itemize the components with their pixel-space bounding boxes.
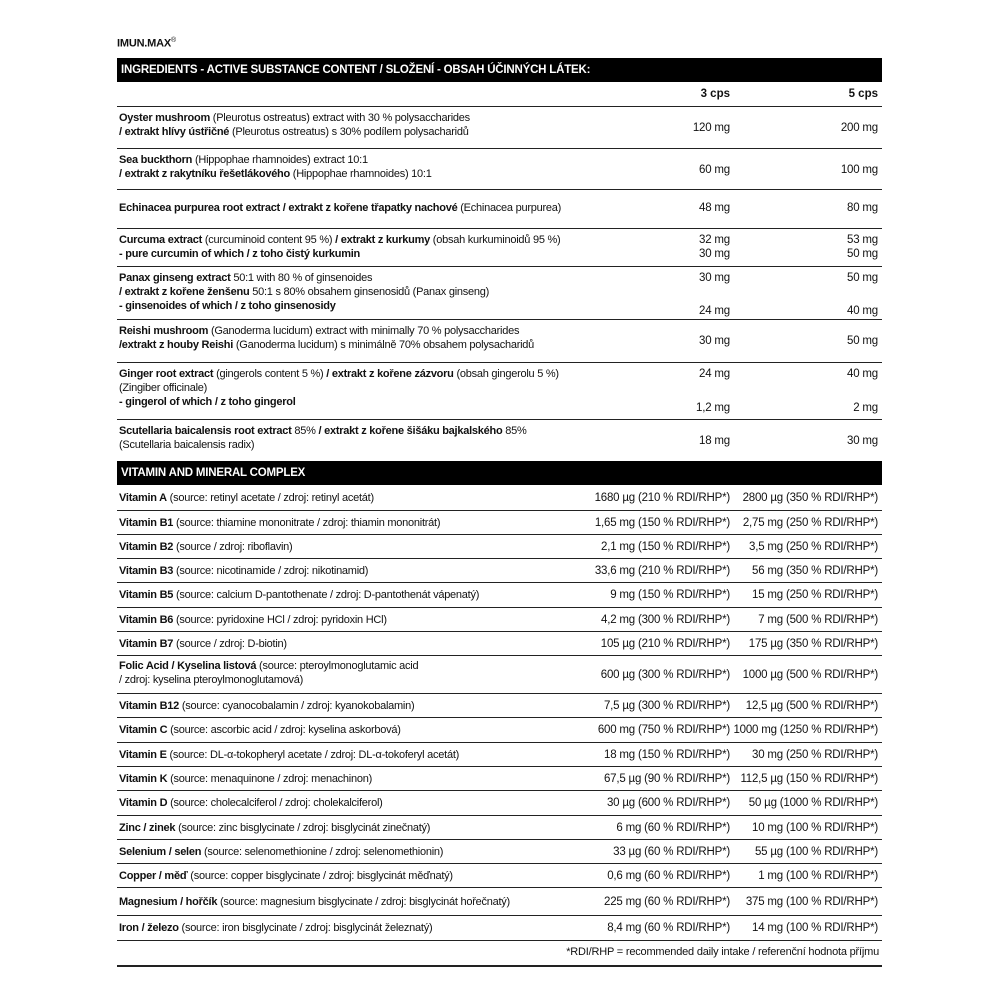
vitamin-name	[119, 864, 589, 887]
vitamin-name	[119, 791, 589, 815]
vitamin-source: (source: nicotinamide / zdroj: nikotinamid)	[173, 564, 369, 577]
vitamin-bold: Vitamin K	[119, 772, 168, 785]
col-5-caps-label: 5 cps	[848, 88, 878, 100]
rdi-footnote: *RDI/RHP = recommended daily intake / referenční hodnota příjmu	[566, 946, 879, 958]
ingredient-bold: Reishi mushroom	[119, 325, 209, 337]
dose-3-caps: 32 mg	[699, 234, 730, 246]
ingredient-note: (gingerols content 5 %)	[213, 368, 327, 380]
vitamin-source: (source: cyanocobalamin / zdroj: kyanokobalamin)	[179, 699, 415, 712]
ingredient-bold: Sea buckthorn	[119, 154, 193, 166]
vitamin-source: (source: pyridoxine HCl / zdroj: pyridoxin HCl)	[173, 613, 387, 626]
ingredient-name	[119, 424, 589, 452]
vitamin-bold: Vitamin B3	[119, 564, 174, 577]
product-name	[117, 37, 176, 50]
dose-5-caps: 50 µg (1000 % RDI/RHP*)	[748, 797, 878, 809]
ingredient-row	[117, 229, 882, 267]
vitamin-source: (source: selenomethionine / zdroj: selenomethionin)	[201, 845, 444, 858]
vitamin-bold: Folic Acid / Kyselina listová	[119, 660, 257, 672]
vitamin-row	[117, 816, 882, 840]
ingredient-note: (curcuminoid content 95 %)	[202, 234, 336, 246]
dose-3-caps: 120 mg	[692, 122, 730, 134]
dose-5-caps: 14 mg (100 % RDI/RHP*)	[752, 922, 878, 934]
vitamin-bold: Iron / železo	[119, 922, 179, 934]
dose-5-caps: 53 mg	[847, 234, 878, 246]
dose-3-caps-sub: 30 mg	[699, 248, 730, 260]
dose-5-caps: 50 mg	[847, 335, 878, 347]
vitamin-row	[117, 718, 882, 743]
vitamin-name	[119, 816, 589, 839]
ingredient-bold: Ginger root extract	[119, 368, 214, 380]
ingredient-bold: / extrakt z kurkumy	[335, 234, 430, 246]
vitamin-header: VITAMIN AND MINERAL COMPLEX	[117, 461, 882, 485]
vitamin-name	[119, 486, 589, 510]
vitamin-bold: Vitamin A	[119, 492, 167, 504]
ingredient-note: (obsah gingerolu 5 %)	[453, 368, 559, 380]
ingredient-row	[117, 363, 882, 420]
vitamin-name	[119, 608, 589, 631]
vitamin-row	[117, 791, 882, 816]
dose-5-caps: 2800 µg (350 % RDI/RHP*)	[742, 492, 878, 504]
vitamin-name	[119, 718, 589, 742]
ingredient-bold: Curcuma extract	[119, 234, 203, 246]
vitamin-source: (source / zdroj: riboflavin)	[173, 540, 293, 553]
vitamin-source: (source: calcium D-pantothenate / zdroj: D-pantothenát vápenatý)	[173, 589, 480, 601]
vitamin-row	[117, 559, 882, 583]
ingredient-note: (Echinacea purpurea)	[457, 202, 562, 214]
ingredient-row	[117, 267, 882, 320]
dose-3-caps: 60 mg	[699, 164, 730, 176]
dose-3-caps: 18 mg (150 % RDI/RHP*)	[604, 748, 730, 761]
vitamin-name	[119, 511, 589, 534]
ingredient-bold: Scutellaria baicalensis root extract	[119, 425, 292, 437]
dose-column-header	[117, 84, 882, 107]
vitamin-source: (source: thiamine mononitrate / zdroj: thiamin mononitrát)	[173, 516, 441, 529]
dose-3-caps: 24 mg	[699, 368, 730, 380]
vitamin-source: (source: cholecalciferol / zdroj: cholekalciferol)	[167, 797, 383, 809]
dose-5-caps: 30 mg	[847, 435, 878, 447]
dose-5-caps: 50 mg	[847, 272, 878, 284]
dose-5-caps-sub: 40 mg	[847, 305, 878, 317]
ingredient-row	[117, 107, 882, 149]
dose-5-caps: 200 mg	[840, 122, 878, 134]
ingredient-note: (Ganoderma lucidum) s minimálně 70% obsahem polysacharidů	[233, 339, 535, 351]
ingredient-row	[117, 190, 882, 229]
vitamin-bold: Vitamin C	[119, 724, 168, 736]
ingredient-note: 85%	[502, 425, 527, 437]
dose-5-caps: 3,5 mg (250 % RDI/RHP*)	[749, 540, 878, 553]
ingredient-bold: Panax ginseng extract	[119, 272, 231, 284]
ingredient-bold: - ginsenoides of which / z toho ginsenosidy	[119, 300, 336, 312]
ingredient-bold: Oyster mushroom	[119, 112, 210, 124]
dose-5-caps-sub: 2 mg	[853, 402, 878, 414]
vitamin-bold: Zinc / zinek	[119, 821, 176, 834]
dose-3-caps: 33,6 mg (210 % RDI/RHP*)	[594, 564, 730, 577]
dose-5-caps: 100 mg	[840, 164, 878, 176]
ingredient-name	[119, 324, 589, 352]
vitamin-source: (source: magnesium bisglycinate / zdroj: bisglycinát hořečnatý)	[217, 895, 510, 908]
dose-3-caps: 9 mg (150 % RDI/RHP*)	[610, 589, 730, 601]
dose-5-caps: 80 mg	[847, 202, 878, 214]
dose-3-caps: 2,1 mg (150 % RDI/RHP*)	[601, 540, 730, 553]
dose-5-caps: 112,5 µg (150 % RDI/RHP*)	[740, 772, 878, 785]
ingredient-note: (Scutellaria baicalensis radix)	[119, 439, 255, 451]
dose-3-caps: 30 mg	[699, 335, 730, 347]
vitamin-source: (source: iron bisglycinate / zdroj: bisglycinát železnatý)	[178, 922, 433, 934]
ingredient-row	[117, 420, 882, 461]
ingredient-name	[119, 201, 589, 215]
ingredient-note: (obsah kurkuminoidů 95 %)	[430, 234, 561, 246]
dose-3-caps: 48 mg	[699, 202, 730, 214]
ingredient-name	[119, 111, 589, 139]
dose-5-caps: 40 mg	[847, 368, 878, 380]
vitamin-source: (source: retinyl acetate / zdroj: retinyl acetát)	[166, 492, 374, 504]
ingredient-note: (Hippophae rhamnoides) extract 10:1	[192, 154, 368, 166]
vitamin-name	[119, 694, 589, 717]
ingredient-bold: / extrakt z kořene ženšenu	[119, 286, 250, 298]
dose-5-caps: 175 µg (350 % RDI/RHP*)	[748, 637, 878, 650]
dose-3-caps: 225 mg (60 % RDI/RHP*)	[604, 895, 730, 908]
vitamin-row	[117, 656, 882, 694]
ingredient-bold: - pure curcumin of which / z toho čistý kurkumin	[119, 248, 361, 260]
dose-3-caps: 30 mg	[699, 272, 730, 284]
vitamin-bold: Vitamin D	[119, 797, 168, 809]
vitamin-row	[117, 743, 882, 767]
vitamin-name	[119, 888, 589, 915]
ingredients-header: INGREDIENTS - ACTIVE SUBSTANCE CONTENT / SLOŽENÍ - OBSAH ÚČINNÝCH LÁTEK:	[117, 58, 882, 82]
vitamin-row	[117, 888, 882, 916]
dose-5-caps: 2,75 mg (250 % RDI/RHP*)	[742, 516, 878, 529]
vitamin-name	[119, 632, 589, 655]
dose-3-caps: 1680 µg (210 % RDI/RHP*)	[594, 492, 730, 504]
ingredient-note: 50:1 with 80 % of ginsenoides	[230, 272, 373, 284]
dose-3-caps: 7,5 µg (300 % RDI/RHP*)	[603, 699, 730, 712]
vitamin-name	[119, 767, 589, 790]
vitamin-row	[117, 511, 882, 535]
dose-3-caps: 600 mg (750 % RDI/RHP*)	[597, 724, 730, 736]
vitamin-row	[117, 583, 882, 608]
dose-3-caps-sub: 1,2 mg	[696, 402, 730, 414]
ingredient-bold: /extrakt z houby Reishi	[119, 339, 234, 351]
vitamin-source: (source: copper bisglycinate / zdroj: bisglycinát měďnatý)	[187, 869, 453, 882]
vitamin-bold: Selenium / selen	[119, 845, 202, 858]
vitamin-row	[117, 632, 882, 656]
ingredient-name	[119, 367, 589, 409]
dose-5-caps: 1000 µg (500 % RDI/RHP*)	[742, 668, 878, 681]
vitamin-bold: Copper / měď	[119, 869, 188, 882]
ingredient-bold: Echinacea purpurea root extract / extrakt z kořene třapatky nachové	[119, 202, 458, 214]
vitamin-row	[117, 916, 882, 941]
vitamin-name	[119, 743, 589, 766]
vitamin-bold: Vitamin B5	[119, 589, 174, 601]
vitamin-name	[119, 656, 589, 696]
dose-3-caps: 8,4 mg (60 % RDI/RHP*)	[607, 922, 730, 934]
vitamin-bold: Vitamin B7	[119, 637, 174, 650]
vitamin-row	[117, 864, 882, 888]
vitamin-row	[117, 608, 882, 632]
dose-5-caps: 56 mg (350 % RDI/RHP*)	[752, 564, 878, 577]
ingredient-name	[119, 233, 589, 261]
vitamin-bold: Vitamin B6	[119, 613, 174, 626]
dose-5-caps-sub: 50 mg	[847, 248, 878, 260]
ingredient-bold: / extrakt z kořene zázvoru	[326, 368, 454, 380]
vitamin-name	[119, 559, 589, 582]
vitamin-row	[117, 486, 882, 511]
ingredient-bold: / extrakt z rakytníku řešetlákového	[119, 168, 290, 180]
dose-3-caps: 105 µg (210 % RDI/RHP*)	[600, 637, 730, 650]
vitamin-bold: Vitamin E	[119, 748, 167, 761]
vitamin-source: (source: zinc bisglycinate / zdroj: bisglycinát zinečnatý)	[175, 821, 431, 834]
ingredient-note: (Pleurotus ostreatus) s 30% podílem polysacharidů	[229, 126, 469, 138]
vitamin-row	[117, 535, 882, 559]
col-3-caps-label: 3 cps	[700, 88, 730, 100]
ingredient-row	[117, 149, 882, 190]
vitamin-source: / zdroj: kyselina pteroylmonoglutamová)	[119, 674, 304, 686]
bottom-rule	[117, 965, 882, 967]
dose-5-caps: 55 µg (100 % RDI/RHP*)	[754, 845, 878, 858]
vitamin-name	[119, 535, 589, 558]
vitamin-bold: Vitamin B1	[119, 516, 174, 529]
vitamin-source: (source: ascorbic acid / zdroj: kyselina askorbová)	[167, 724, 401, 736]
dose-5-caps: 375 mg (100 % RDI/RHP*)	[745, 895, 878, 908]
vitamin-bold: Magnesium / hořčík	[119, 895, 218, 908]
dose-5-caps: 10 mg (100 % RDI/RHP*)	[752, 821, 878, 834]
dose-3-caps: 18 mg	[699, 435, 730, 447]
ingredient-note: (Hippophae rhamnoides) 10:1	[290, 168, 432, 180]
vitamin-row	[117, 840, 882, 864]
dose-5-caps: 15 mg (250 % RDI/RHP*)	[752, 589, 878, 601]
vitamin-source: (source: menaquinone / zdroj: menachinon)	[167, 772, 373, 785]
vitamin-bold: Vitamin B12	[119, 699, 180, 712]
dose-3-caps-sub: 24 mg	[699, 305, 730, 317]
ingredient-note: (Zingiber officinale)	[119, 382, 208, 394]
ingredient-bold: - gingerol of which / z toho gingerol	[119, 396, 296, 408]
dose-3-caps: 0,6 mg (60 % RDI/RHP*)	[607, 869, 730, 882]
dose-3-caps: 1,65 mg (150 % RDI/RHP*)	[594, 516, 730, 529]
dose-3-caps: 33 µg (60 % RDI/RHP*)	[613, 845, 730, 858]
dose-5-caps: 12,5 µg (500 % RDI/RHP*)	[745, 699, 878, 712]
vitamin-source: (source: pteroylmonoglutamic acid	[256, 660, 419, 672]
dose-3-caps: 67,5 µg (90 % RDI/RHP*)	[603, 772, 730, 785]
vitamin-row	[117, 694, 882, 718]
vitamin-source: (source: DL-α-tokopheryl acetate / zdroj: DL-α-tokoferyl acetát)	[166, 748, 460, 761]
ingredient-name	[119, 153, 589, 181]
product-title: IMUN.MAX	[117, 37, 172, 50]
vitamin-bold: Vitamin B2	[119, 540, 174, 553]
dose-3-caps: 4,2 mg (300 % RDI/RHP*)	[601, 613, 730, 626]
dose-5-caps: 30 mg (250 % RDI/RHP*)	[752, 748, 878, 761]
ingredient-note: 50:1 s 80% obsahem ginsenosidů (Panax ginseng)	[249, 286, 490, 298]
vitamin-row	[117, 767, 882, 791]
ingredient-name	[119, 271, 589, 313]
dose-3-caps: 6 mg (60 % RDI/RHP*)	[616, 821, 730, 834]
vitamin-name	[119, 840, 589, 863]
dose-5-caps: 1000 mg (1250 % RDI/RHP*)	[733, 724, 878, 736]
ingredient-note: (Pleurotus ostreatus) extract with 30 % polysaccharides	[210, 112, 470, 124]
registered-mark: ®	[171, 37, 176, 44]
dose-5-caps: 7 mg (500 % RDI/RHP*)	[758, 613, 878, 626]
dose-3-caps: 30 µg (600 % RDI/RHP*)	[606, 797, 730, 809]
ingredient-note: 85%	[291, 425, 319, 437]
dose-3-caps: 600 µg (300 % RDI/RHP*)	[600, 668, 730, 681]
ingredient-row	[117, 320, 882, 363]
ingredient-note: (Ganoderma lucidum) extract with minimally 70 % polysaccharides	[208, 325, 520, 337]
vitamin-name	[119, 916, 589, 940]
vitamin-source: (source / zdroj: D-biotin)	[173, 637, 287, 650]
vitamin-name	[119, 583, 589, 607]
dose-5-caps: 1 mg (100 % RDI/RHP*)	[758, 869, 878, 882]
ingredient-bold: / extrakt z kořene šišáku bajkalského	[318, 425, 503, 437]
ingredient-bold: / extrakt hlívy ústřičné	[119, 126, 230, 138]
